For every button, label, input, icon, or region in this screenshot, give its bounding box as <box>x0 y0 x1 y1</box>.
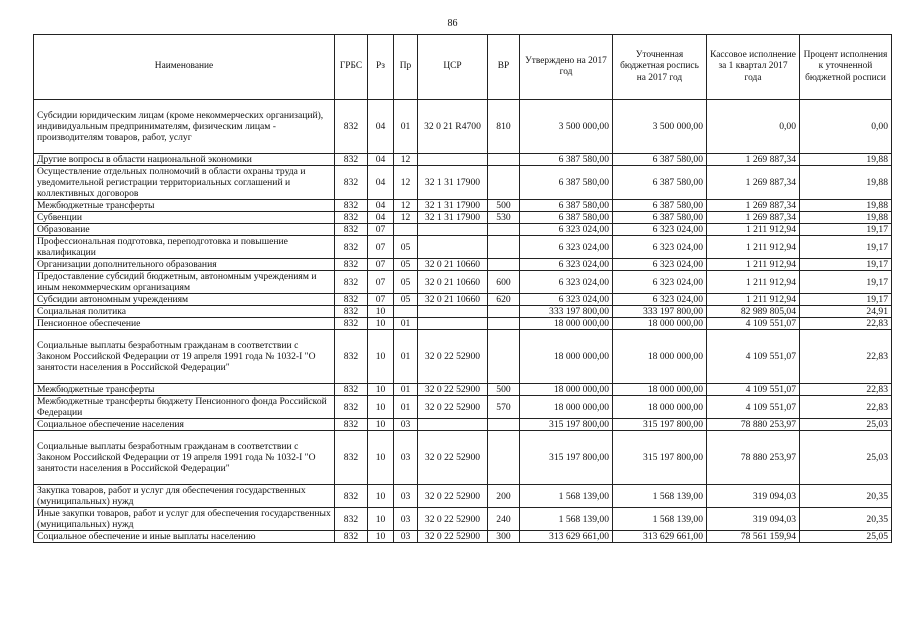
row-rz: 10 <box>368 419 394 431</box>
row-percent: 22,83 <box>800 396 892 419</box>
row-rz: 04 <box>368 154 394 166</box>
row-name: Организации дополнительного образования <box>34 259 335 271</box>
row-grbs: 832 <box>335 396 368 419</box>
row-csr: 32 0 21 10660 <box>418 294 488 306</box>
row-approved: 333 197 800,00 <box>520 306 613 318</box>
row-cash: 1 211 912,94 <box>707 236 800 259</box>
row-percent: 19,88 <box>800 166 892 200</box>
row-cash: 319 094,03 <box>707 508 800 531</box>
row-approved: 6 387 580,00 <box>520 212 613 224</box>
table-row <box>34 100 892 154</box>
row-pr: 01 <box>394 330 418 384</box>
row-cash: 1 269 887,34 <box>707 212 800 224</box>
row-vr: 200 <box>488 485 520 508</box>
row-approved: 6 323 024,00 <box>520 259 613 271</box>
row-name: Субвенции <box>34 212 335 224</box>
row-csr: 32 0 21 10660 <box>418 259 488 271</box>
row-refined: 6 387 580,00 <box>613 154 707 166</box>
row-csr: 32 0 22 52900 <box>418 431 488 485</box>
row-cash: 1 211 912,94 <box>707 259 800 271</box>
row-csr: 32 0 22 52900 <box>418 330 488 384</box>
row-vr <box>488 318 520 330</box>
row-approved: 6 387 580,00 <box>520 154 613 166</box>
row-grbs: 832 <box>335 212 368 224</box>
table-row <box>34 384 892 396</box>
row-cash: 1 211 912,94 <box>707 294 800 306</box>
row-refined: 3 500 000,00 <box>613 100 707 154</box>
row-approved: 18 000 000,00 <box>520 396 613 419</box>
row-vr <box>488 431 520 485</box>
table-row <box>34 200 892 212</box>
row-name: Субсидии автономным учреждениям <box>34 294 335 306</box>
row-vr <box>488 330 520 384</box>
row-grbs: 832 <box>335 508 368 531</box>
row-name: Социальное обеспечение населения <box>34 419 335 431</box>
row-csr <box>418 306 488 318</box>
row-grbs: 832 <box>335 431 368 485</box>
row-percent: 25,05 <box>800 531 892 543</box>
row-percent: 25,03 <box>800 419 892 431</box>
header-refined: Уточненная бюджетная роспись на 2017 год <box>613 35 707 100</box>
table-row <box>34 419 892 431</box>
row-grbs: 832 <box>335 166 368 200</box>
row-vr <box>488 154 520 166</box>
row-vr <box>488 419 520 431</box>
row-refined: 6 323 024,00 <box>613 271 707 294</box>
header-approved: Утверждено на 2017 год <box>520 35 613 100</box>
header-name: Наименование <box>34 35 335 100</box>
table-row <box>34 224 892 236</box>
row-cash: 78 561 159,94 <box>707 531 800 543</box>
row-refined: 1 568 139,00 <box>613 508 707 531</box>
row-vr: 810 <box>488 100 520 154</box>
row-approved: 3 500 000,00 <box>520 100 613 154</box>
row-cash: 4 109 551,07 <box>707 318 800 330</box>
row-csr: 32 0 22 52900 <box>418 384 488 396</box>
row-pr <box>394 224 418 236</box>
row-pr: 05 <box>394 259 418 271</box>
header-grbs: ГРБС <box>335 35 368 100</box>
row-refined: 6 323 024,00 <box>613 236 707 259</box>
header-rz: Рз <box>368 35 394 100</box>
row-percent: 19,88 <box>800 212 892 224</box>
row-grbs: 832 <box>335 419 368 431</box>
row-vr <box>488 224 520 236</box>
row-percent: 19,88 <box>800 200 892 212</box>
row-grbs: 832 <box>335 294 368 306</box>
row-vr <box>488 236 520 259</box>
row-refined: 6 387 580,00 <box>613 212 707 224</box>
row-rz: 10 <box>368 431 394 485</box>
row-approved: 18 000 000,00 <box>520 384 613 396</box>
budget-execution-table <box>33 34 892 543</box>
row-cash: 82 989 805,04 <box>707 306 800 318</box>
row-approved: 6 323 024,00 <box>520 271 613 294</box>
row-refined: 333 197 800,00 <box>613 306 707 318</box>
row-refined: 18 000 000,00 <box>613 396 707 419</box>
row-vr: 600 <box>488 271 520 294</box>
row-refined: 1 568 139,00 <box>613 485 707 508</box>
row-approved: 6 323 024,00 <box>520 224 613 236</box>
row-pr: 01 <box>394 396 418 419</box>
row-rz: 04 <box>368 200 394 212</box>
table-row <box>34 236 892 259</box>
row-name: Предоставление субсидий бюджетным, автономным учреждениям и иным некоммерческим организациям <box>34 271 335 294</box>
row-rz: 07 <box>368 271 394 294</box>
row-pr: 12 <box>394 212 418 224</box>
row-csr: 32 0 22 52900 <box>418 531 488 543</box>
row-refined: 6 323 024,00 <box>613 259 707 271</box>
row-grbs: 832 <box>335 236 368 259</box>
row-percent: 24,91 <box>800 306 892 318</box>
row-name: Социальные выплаты безработным гражданам в соответствии с Законом Российской Федерации от 19 апреля 1991 года № 1032-I "О занятости населения в Российской Федерации" <box>34 431 335 485</box>
table-row <box>34 431 892 485</box>
row-grbs: 832 <box>335 384 368 396</box>
row-refined: 315 197 800,00 <box>613 419 707 431</box>
table-row <box>34 154 892 166</box>
row-vr: 570 <box>488 396 520 419</box>
row-csr: 32 0 22 52900 <box>418 396 488 419</box>
table-row <box>34 396 892 419</box>
row-pr: 05 <box>394 236 418 259</box>
table-row <box>34 294 892 306</box>
row-csr <box>418 318 488 330</box>
row-csr: 32 0 21 R4700 <box>418 100 488 154</box>
row-refined: 18 000 000,00 <box>613 330 707 384</box>
row-name: Осуществление отдельных полномочий в области охраны труда и уведомительной регистрации территориальных соглашений и коллективных договоров <box>34 166 335 200</box>
row-name: Профессиональная подготовка, переподготовка и повышение квалификации <box>34 236 335 259</box>
row-name: Закупка товаров, работ и услуг для обеспечения государственных (муниципальных) нужд <box>34 485 335 508</box>
row-percent: 19,17 <box>800 259 892 271</box>
row-rz: 10 <box>368 508 394 531</box>
row-pr: 03 <box>394 485 418 508</box>
row-rz: 10 <box>368 330 394 384</box>
row-pr: 12 <box>394 154 418 166</box>
row-grbs: 832 <box>335 485 368 508</box>
row-name: Межбюджетные трансферты бюджету Пенсионного фонда Российской Федерации <box>34 396 335 419</box>
table-row <box>34 485 892 508</box>
row-grbs: 832 <box>335 306 368 318</box>
row-pr: 03 <box>394 419 418 431</box>
row-rz: 10 <box>368 306 394 318</box>
row-cash: 1 269 887,34 <box>707 166 800 200</box>
row-csr: 32 0 21 10660 <box>418 271 488 294</box>
row-name: Социальное обеспечение и иные выплаты населению <box>34 531 335 543</box>
table-row <box>34 508 892 531</box>
row-rz: 07 <box>368 236 394 259</box>
row-grbs: 832 <box>335 271 368 294</box>
page-number: 86 <box>447 18 458 29</box>
table-row <box>34 212 892 224</box>
row-cash: 4 109 551,07 <box>707 330 800 384</box>
row-cash: 1 269 887,34 <box>707 154 800 166</box>
row-grbs: 832 <box>335 330 368 384</box>
row-approved: 6 323 024,00 <box>520 236 613 259</box>
row-vr: 500 <box>488 200 520 212</box>
row-refined: 18 000 000,00 <box>613 318 707 330</box>
row-approved: 6 387 580,00 <box>520 200 613 212</box>
row-vr <box>488 166 520 200</box>
row-refined: 313 629 661,00 <box>613 531 707 543</box>
row-pr: 01 <box>394 100 418 154</box>
row-percent: 20,35 <box>800 485 892 508</box>
row-approved: 1 568 139,00 <box>520 485 613 508</box>
table-row <box>34 259 892 271</box>
row-percent: 19,17 <box>800 224 892 236</box>
row-cash: 1 211 912,94 <box>707 271 800 294</box>
row-name: Иные закупки товаров, работ и услуг для обеспечения государственных (муниципальных) нужд <box>34 508 335 531</box>
row-vr: 300 <box>488 531 520 543</box>
row-rz: 10 <box>368 485 394 508</box>
row-grbs: 832 <box>335 531 368 543</box>
row-refined: 6 323 024,00 <box>613 294 707 306</box>
row-rz: 10 <box>368 384 394 396</box>
row-csr: 32 1 31 17900 <box>418 166 488 200</box>
header-vr: ВР <box>488 35 520 100</box>
row-vr: 620 <box>488 294 520 306</box>
row-csr <box>418 154 488 166</box>
row-approved: 313 629 661,00 <box>520 531 613 543</box>
row-rz: 04 <box>368 100 394 154</box>
row-percent: 22,83 <box>800 330 892 384</box>
row-pr: 03 <box>394 431 418 485</box>
row-refined: 6 387 580,00 <box>613 200 707 212</box>
row-pr: 05 <box>394 294 418 306</box>
table-row <box>34 531 892 543</box>
header-pr: Пр <box>394 35 418 100</box>
row-pr: 01 <box>394 318 418 330</box>
table-row <box>34 318 892 330</box>
row-name: Образование <box>34 224 335 236</box>
row-percent: 20,35 <box>800 508 892 531</box>
row-vr: 240 <box>488 508 520 531</box>
row-vr <box>488 306 520 318</box>
row-rz: 10 <box>368 531 394 543</box>
header-cash: Кассовое исполнение за 1 квартал 2017 года <box>707 35 800 100</box>
row-percent: 19,88 <box>800 154 892 166</box>
row-grbs: 832 <box>335 259 368 271</box>
row-approved: 18 000 000,00 <box>520 318 613 330</box>
row-csr: 32 1 31 17900 <box>418 212 488 224</box>
row-vr <box>488 259 520 271</box>
row-pr: 12 <box>394 166 418 200</box>
row-name: Пенсионное обеспечение <box>34 318 335 330</box>
row-name: Межбюджетные трансферты <box>34 200 335 212</box>
table-header-row <box>34 35 892 100</box>
row-rz: 07 <box>368 224 394 236</box>
table-row <box>34 330 892 384</box>
row-csr: 32 0 22 52900 <box>418 508 488 531</box>
row-cash: 319 094,03 <box>707 485 800 508</box>
row-rz: 04 <box>368 212 394 224</box>
row-pr: 12 <box>394 200 418 212</box>
row-cash: 1 269 887,34 <box>707 200 800 212</box>
row-cash: 1 211 912,94 <box>707 224 800 236</box>
row-grbs: 832 <box>335 100 368 154</box>
row-percent: 25,03 <box>800 431 892 485</box>
row-rz: 10 <box>368 318 394 330</box>
row-vr: 530 <box>488 212 520 224</box>
row-pr: 03 <box>394 508 418 531</box>
table-row <box>34 306 892 318</box>
row-percent: 19,17 <box>800 294 892 306</box>
row-pr <box>394 306 418 318</box>
row-name: Другие вопросы в области национальной экономики <box>34 154 335 166</box>
row-rz: 07 <box>368 294 394 306</box>
row-name: Социальные выплаты безработным гражданам в соответствии с Законом Российской Федерации от 19 апреля 1991 года № 1032-I "О занятости населения в Российской Федерации" <box>34 330 335 384</box>
row-cash: 4 109 551,07 <box>707 396 800 419</box>
row-grbs: 832 <box>335 318 368 330</box>
row-cash: 78 880 253,97 <box>707 431 800 485</box>
table-row <box>34 271 892 294</box>
row-percent: 0,00 <box>800 100 892 154</box>
row-name: Социальная политика <box>34 306 335 318</box>
row-csr <box>418 224 488 236</box>
row-csr <box>418 236 488 259</box>
row-approved: 315 197 800,00 <box>520 419 613 431</box>
row-percent: 22,83 <box>800 318 892 330</box>
row-refined: 6 323 024,00 <box>613 224 707 236</box>
row-grbs: 832 <box>335 224 368 236</box>
row-percent: 22,83 <box>800 384 892 396</box>
row-approved: 1 568 139,00 <box>520 508 613 531</box>
row-name: Субсидии юридическим лицам (кроме некоммерческих организаций), индивидуальным предпринимателям, физическим лицам - производителям товаров, работ, услуг <box>34 100 335 154</box>
row-vr: 500 <box>488 384 520 396</box>
row-percent: 19,17 <box>800 236 892 259</box>
row-rz: 04 <box>368 166 394 200</box>
row-refined: 6 387 580,00 <box>613 166 707 200</box>
row-percent: 19,17 <box>800 271 892 294</box>
row-cash: 4 109 551,07 <box>707 384 800 396</box>
row-refined: 18 000 000,00 <box>613 384 707 396</box>
row-pr: 05 <box>394 271 418 294</box>
row-cash: 78 880 253,97 <box>707 419 800 431</box>
row-rz: 07 <box>368 259 394 271</box>
row-cash: 0,00 <box>707 100 800 154</box>
row-approved: 6 387 580,00 <box>520 166 613 200</box>
header-csr: ЦСР <box>418 35 488 100</box>
row-pr: 03 <box>394 531 418 543</box>
row-csr: 32 1 31 17900 <box>418 200 488 212</box>
header-percent: Процент исполнения к уточненной бюджетной росписи <box>800 35 892 100</box>
row-approved: 315 197 800,00 <box>520 431 613 485</box>
row-approved: 6 323 024,00 <box>520 294 613 306</box>
row-pr: 01 <box>394 384 418 396</box>
row-name: Межбюджетные трансферты <box>34 384 335 396</box>
row-grbs: 832 <box>335 200 368 212</box>
table-row <box>34 166 892 200</box>
row-grbs: 832 <box>335 154 368 166</box>
row-csr <box>418 419 488 431</box>
row-approved: 18 000 000,00 <box>520 330 613 384</box>
row-rz: 10 <box>368 396 394 419</box>
row-refined: 315 197 800,00 <box>613 431 707 485</box>
row-csr: 32 0 22 52900 <box>418 485 488 508</box>
